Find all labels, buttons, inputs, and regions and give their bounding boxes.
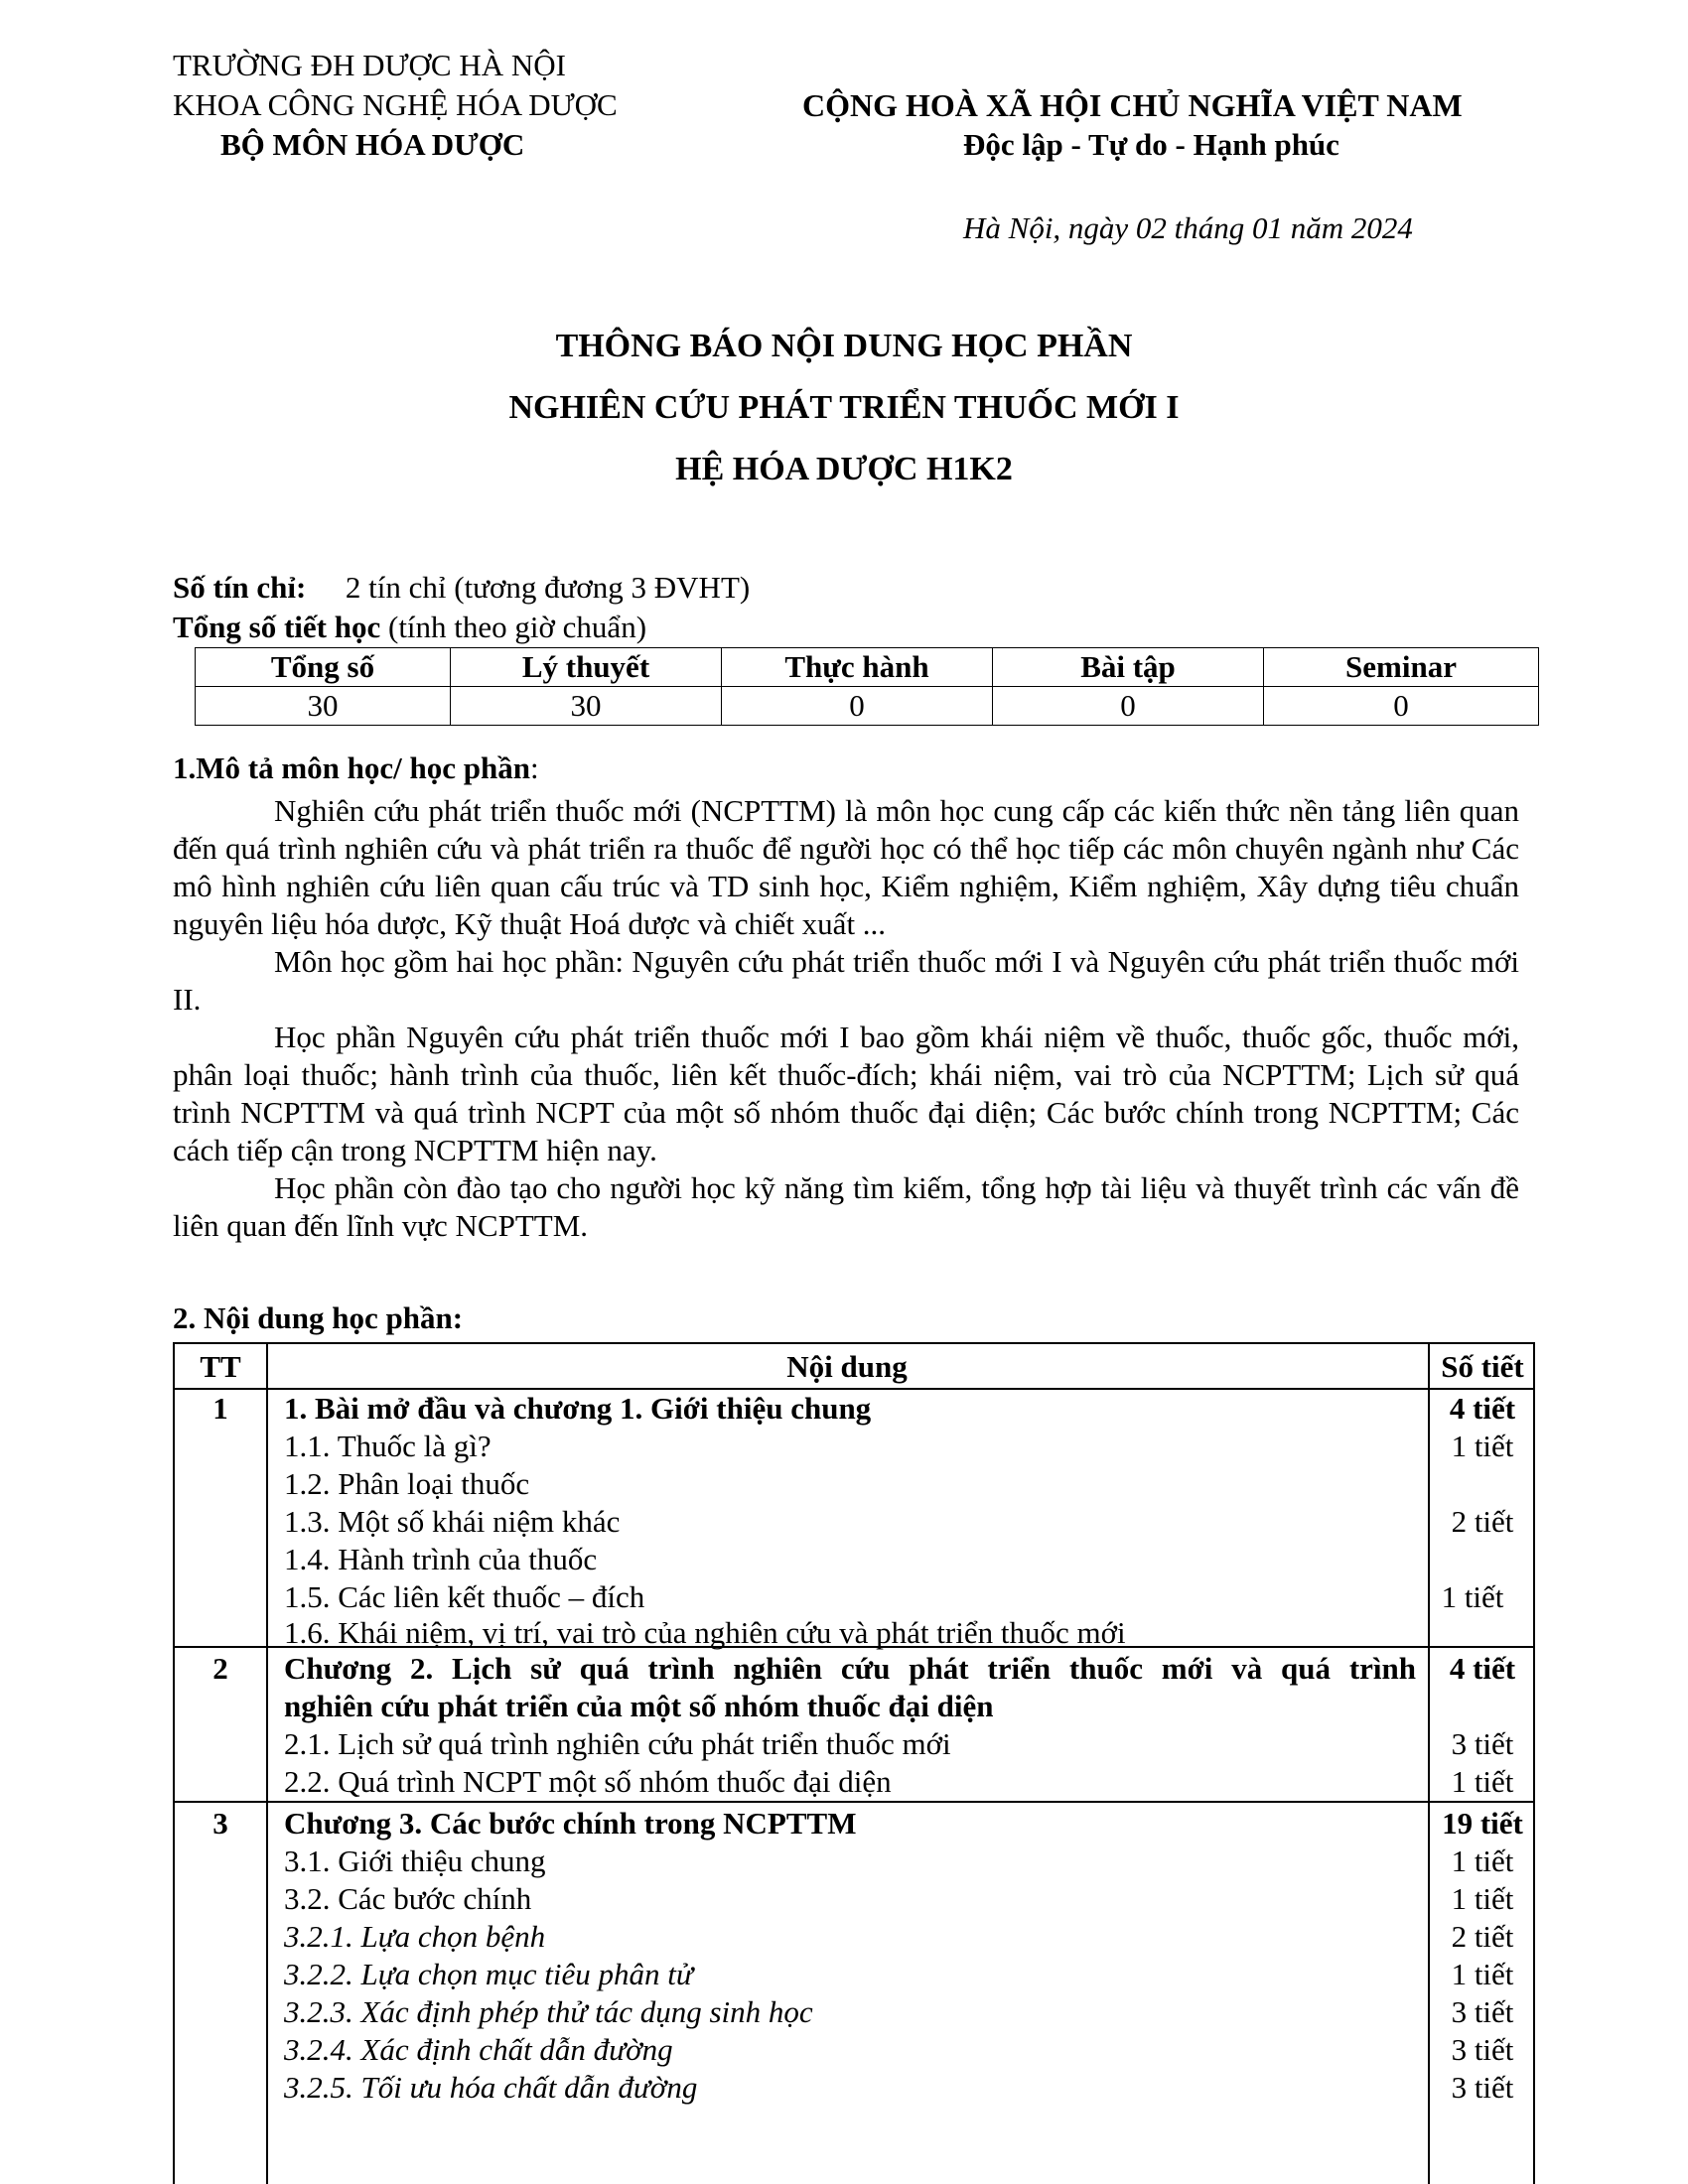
hours-value-practice: 0	[722, 687, 993, 726]
hours-header-row	[196, 648, 1539, 687]
description-text-1: Nghiên cứu phát triển thuốc mới (NCPTTM) là môn học cung cấp các kiến thức nền tảng liên quan đến quá trình nghiên cứu và phát triển ra thuốc để người học có thể học tiếp các môn chuyên ngành như Các mô hình nghiên cứu liên quan cấu trúc và TD sinh học, Kiểm nghiệm, Kiểm nghiệm, Xây dựng tiêu chuẩn nguyên liệu hóa dược, Kỹ thuật Hoá dược và chiết xuất ...	[173, 793, 1519, 941]
motto: Độc lập - Tự do - Hạnh phúc	[963, 127, 1339, 162]
chapter-3-title: Chương 3. Các bước chính trong NCPTTM	[284, 1806, 857, 1841]
chapter-3-item-hours: 1 tiết	[1451, 1881, 1514, 1916]
chapter-3-item-hours: 3 tiết	[1451, 2070, 1514, 2105]
chapter-3-item-hours: 2 tiết	[1451, 1919, 1514, 1954]
chapter-1-item-hours: 1 tiết	[1451, 1429, 1514, 1463]
chapter-3-subitem: 3.2.2. Lựa chọn mục tiêu phân tử	[284, 1957, 693, 1991]
issue-date: Hà Nội, ngày 02 tháng 01 năm 2024	[963, 210, 1413, 245]
chapter-3-subitem: 3.2.4. Xác định chất dẫn đường	[284, 2032, 673, 2067]
section1-heading: 1.Mô tả môn học/ học phần	[173, 751, 530, 785]
hours-label-row	[173, 610, 646, 645]
chapter-3-hours: 19 tiết	[1442, 1806, 1523, 1841]
description-paragraph-4	[173, 1169, 1519, 1245]
hours-header-exercise: Bài tập	[993, 648, 1264, 687]
table-divider	[175, 1801, 1533, 1803]
description-paragraph-3	[173, 1019, 1519, 1169]
hours-header-theory: Lý thuyết	[451, 648, 722, 687]
chapter-2-item-hours: 1 tiết	[1451, 1764, 1514, 1799]
faculty-name: KHOA CÔNG NGHỆ HÓA DƯỢC	[173, 87, 618, 122]
hours-label: Tổng số tiết học	[173, 610, 381, 644]
chapter-2-item: 2.2. Quá trình NCPT một số nhóm thuốc đại diện	[284, 1764, 892, 1799]
chapter-2-hours: 4 tiết	[1449, 1651, 1516, 1686]
chapter-3-item: 3.2. Các bước chính	[284, 1881, 532, 1916]
chapter-3-number: 3	[212, 1806, 228, 1841]
chapter-1-title: 1. Bài mở đầu và chương 1. Giới thiệu chung	[284, 1391, 872, 1426]
credits-value: 2 tín chỉ (tương đương 3 ĐVHT)	[345, 570, 751, 605]
chapter-1-item: 1.2. Phân loại thuốc	[284, 1466, 530, 1501]
doc-title-line2: NGHIÊN CỨU PHÁT TRIỂN THUỐC MỚI I	[508, 389, 1180, 426]
description-text-4: Học phần còn đào tạo cho người học kỹ năng tìm kiếm, tổng hợp tài liệu và thuyết trình các vấn đề liên quan đến lĩnh vực NCPTTM.	[173, 1170, 1519, 1243]
chapter-3-item-hours: 1 tiết	[1451, 1843, 1514, 1878]
chapter-2-title-line1: Chương 2. Lịch sử quá trình nghiên cứu phát triển thuốc mới và quá trình	[284, 1651, 1416, 1686]
chapter-3-item-hours: 1 tiết	[1451, 1957, 1514, 1991]
description-paragraph-1	[173, 792, 1519, 943]
chapter-1-hours: 4 tiết	[1449, 1391, 1516, 1426]
chapter-2-number: 2	[212, 1651, 228, 1686]
chapter-3-subitem: 3.2.3. Xác định phép thử tác dụng sinh học	[284, 1994, 813, 2029]
department-name: BỘ MÔN HÓA DƯỢC	[220, 127, 525, 162]
chapter-1-item-hours: 2 tiết	[1451, 1504, 1514, 1539]
chapter-1-item: 1.3. Một số khái niệm khác	[284, 1504, 621, 1539]
school-name: TRƯỜNG ĐH DƯỢC HÀ NỘI	[173, 48, 566, 82]
chapter-1-item: 1.4. Hành trình của thuốc	[284, 1542, 598, 1576]
doc-title-line3: HỆ HÓA DƯỢC H1K2	[675, 451, 1013, 487]
chapter-3-subitem: 3.2.1. Lựa chọn bệnh	[284, 1919, 546, 1954]
hours-note: (tính theo giờ chuẩn)	[388, 610, 647, 644]
content-table	[173, 1342, 1535, 2184]
chapter-1-item: 1.1. Thuốc là gì?	[284, 1429, 492, 1463]
hours-value-theory: 30	[451, 687, 722, 726]
section1-heading-row	[173, 751, 539, 786]
section2-heading: 2. Nội dung học phần:	[173, 1300, 464, 1335]
section1-colon: :	[529, 751, 539, 785]
chapter-1-item: 1.6. Khái niệm, vị trí, vai trò của nghiên cứu và phát triển thuốc mới	[284, 1615, 1126, 1650]
hours-value-row	[196, 687, 1539, 726]
table-divider	[266, 1344, 268, 2184]
description-text-3: Học phần Nguyên cứu phát triển thuốc mới I bao gồm khái niệm về thuốc, thuốc gốc, thuốc mới, phân loại thuốc; hành trình của thuốc, liên kết thuốc-đích; khái niệm, vai trò của NCPTTM; Lịch sử quá trình NCPTTM và quá trình NCPT của một số nhóm thuốc đại diện; Các bước chính trong NCPTTM; Các cách tiếp cận trong NCPTTM hiện nay.	[173, 1020, 1519, 1167]
hours-table	[195, 647, 1539, 726]
hours-value-total: 30	[196, 687, 451, 726]
chapter-3-subitem: 3.2.5. Tối ưu hóa chất dẫn đường	[284, 2070, 698, 2105]
credits-label: Số tín chỉ:	[173, 570, 307, 605]
chapter-1-item-hours: 1 tiết	[1441, 1579, 1504, 1614]
doc-title-line1: THÔNG BÁO NỘI DUNG HỌC PHẦN	[555, 328, 1133, 364]
hours-header-seminar: Seminar	[1264, 648, 1539, 687]
chapter-3-item-hours: 3 tiết	[1451, 1994, 1514, 2029]
description-text-2: Môn học gồm hai học phần: Nguyên cứu phát triển thuốc mới I và Nguyên cứu phát triển thuốc mới II.	[173, 944, 1519, 1017]
hours-header-practice: Thực hành	[722, 648, 993, 687]
chapter-2-item-hours: 3 tiết	[1451, 1726, 1514, 1761]
chapter-1-number: 1	[212, 1391, 228, 1426]
col-header-tt: TT	[200, 1349, 241, 1384]
description-paragraph-2	[173, 943, 1519, 1019]
chapter-2-item: 2.1. Lịch sử quá trình nghiên cứu phát triển thuốc mới	[284, 1726, 951, 1761]
chapter-3-item: 3.1. Giới thiệu chung	[284, 1843, 546, 1878]
hours-value-seminar: 0	[1264, 687, 1539, 726]
hours-header-total: Tổng số	[196, 648, 451, 687]
chapter-1-item: 1.5. Các liên kết thuốc – đích	[284, 1579, 645, 1614]
chapter-2-title-line2: nghiên cứu phát triển của một số nhóm thuốc đại diện	[284, 1689, 994, 1723]
hours-value-exercise: 0	[993, 687, 1264, 726]
credits-row	[173, 570, 750, 606]
nation-title: CỘNG HOÀ XÃ HỘI CHỦ NGHĨA VIỆT NAM	[802, 87, 1463, 123]
col-header-hours: Số tiết	[1441, 1349, 1524, 1384]
col-header-content: Nội dung	[786, 1349, 908, 1384]
chapter-3-item-hours: 3 tiết	[1451, 2032, 1514, 2067]
